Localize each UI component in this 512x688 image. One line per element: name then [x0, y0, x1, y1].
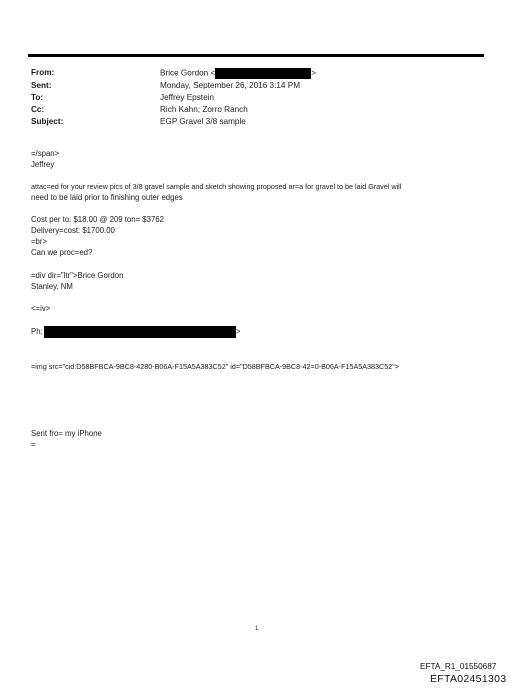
bates-stamp-secondary: EFTA02451303	[430, 673, 507, 685]
body-line: Jeffrey	[31, 160, 55, 169]
sent-label: Sent:	[31, 81, 52, 90]
redaction-bar	[44, 326, 236, 338]
page-number: 1	[255, 626, 259, 632]
body-line: Sent fro= my iPhone	[31, 429, 102, 438]
body-line: =div dir="ltr">Brice Gordon	[31, 271, 124, 280]
body-line: =br>	[31, 237, 48, 246]
body-line: Stanley, NM	[31, 282, 73, 291]
body-line: Delivery=cost: $1700.00	[31, 226, 115, 235]
subject-label: Subject:	[31, 117, 64, 126]
bates-stamp-primary: EFTA_R1_01550687	[420, 662, 497, 671]
body-line: =img src="cid:D58BFBCA-9BC8-4280-B06A-F15A5A383C52" id="D58BFBCA-9BC8-42=0-B06A-F15A5A383C52">	[31, 362, 399, 371]
from-suffix: >	[311, 68, 317, 78]
body-line: Can we proc=ed?	[31, 248, 93, 257]
from-value	[160, 68, 316, 79]
body-line: <=iv>	[31, 304, 51, 313]
phone-suffix: >	[235, 327, 241, 337]
phone-prefix: Ph:	[31, 327, 43, 337]
to-label: To:	[31, 93, 44, 102]
phone-line	[31, 326, 240, 338]
cc-value: Rich Kahn; Zorro Ranch	[160, 105, 248, 114]
subject-value: EGP Gravel 3/8 sample	[160, 117, 246, 126]
body-line: attac=ed for your review pics of 3/8 gravel sample and sketch showing proposed ar=a for gravel to be laid Gravel will	[31, 182, 402, 191]
body-line: Cost per to: $18.00 @ 209 ton= $3762	[31, 215, 164, 224]
header-rule	[28, 54, 484, 57]
body-line: =/span>	[31, 149, 60, 158]
sent-value: Monday, September 26, 2016 3:14 PM	[160, 81, 301, 90]
cc-label: Cc:	[31, 105, 45, 114]
redaction-bar	[215, 68, 311, 79]
to-value: Jeffrey Epstein	[160, 93, 215, 102]
from-name: Brice Gordon <	[160, 68, 216, 78]
body-line: =	[31, 440, 36, 449]
from-label: From:	[31, 68, 55, 77]
body-line: need to be laid prior to finishing outer edges	[31, 193, 183, 202]
